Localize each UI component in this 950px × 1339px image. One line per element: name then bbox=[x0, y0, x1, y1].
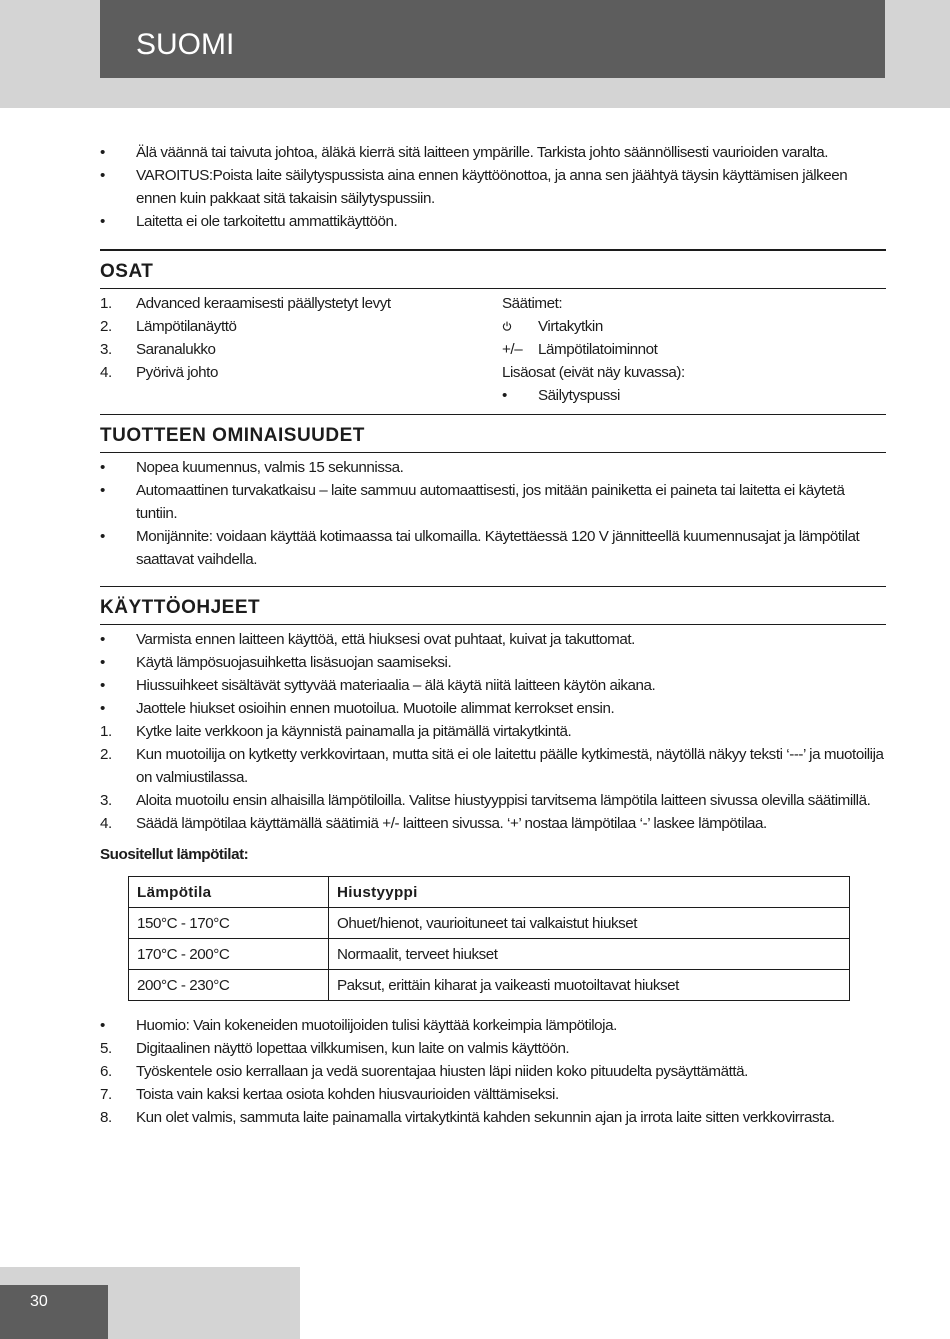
list-text: Laitetta ei ole tarkoitettu ammattikäyttöön. bbox=[136, 213, 398, 230]
list-text: Varmista ennen laitteen käyttöä, että hiuksesi ovat puhtaat, kuivat ja takuttomat. bbox=[136, 631, 635, 648]
features-list bbox=[100, 453, 886, 571]
list-marker: • bbox=[100, 213, 105, 230]
parts-heading: OSAT bbox=[100, 251, 886, 289]
control-label: Virtakytkin bbox=[538, 318, 603, 335]
list-item bbox=[100, 628, 886, 651]
accessories-label: Lisäosat (eivät näy kuvassa): bbox=[502, 364, 685, 381]
features-heading: TUOTTEEN OMINAISUUDET bbox=[100, 415, 886, 453]
list-text: Digitaalinen näyttö lopettaa vilkkumisen, kun laite on valmis käyttöön. bbox=[136, 1040, 570, 1057]
list-item bbox=[100, 141, 886, 164]
accessory-text: Säilytyspussi bbox=[538, 387, 620, 404]
list-item bbox=[100, 292, 502, 315]
after-table-list bbox=[100, 1014, 886, 1129]
table-cell: Normaalit, terveet hiukset bbox=[329, 939, 850, 970]
list-marker: • bbox=[100, 654, 105, 671]
list-item bbox=[100, 1037, 886, 1060]
list-marker: 1. bbox=[100, 295, 112, 312]
list-item bbox=[100, 743, 886, 789]
list-marker: 3. bbox=[100, 341, 112, 358]
list-marker: • bbox=[100, 459, 105, 476]
table-row bbox=[129, 908, 850, 939]
list-marker: • bbox=[100, 700, 105, 717]
list-text: Advanced keraamisesti päällystetyt levyt bbox=[136, 295, 391, 312]
list-marker: • bbox=[502, 387, 507, 404]
table-row bbox=[129, 939, 850, 970]
list-marker: • bbox=[100, 482, 105, 499]
list-marker: 4. bbox=[100, 364, 112, 381]
list-text: Toista vain kaksi kertaa osiota kohden hiusvaurioiden välttämiseksi. bbox=[136, 1086, 559, 1103]
list-item bbox=[100, 1060, 886, 1083]
table-cell: Ohuet/hienot, vaurioituneet tai valkaistut hiukset bbox=[329, 908, 850, 939]
page-content bbox=[100, 141, 886, 1129]
list-marker: • bbox=[100, 1017, 105, 1034]
list-item bbox=[100, 456, 886, 479]
list-text: Nopea kuumennus, valmis 15 sekunnissa. bbox=[136, 459, 404, 476]
language-header-bar bbox=[100, 0, 885, 78]
list-marker: 6. bbox=[100, 1063, 112, 1080]
list-text: Pyörivä johto bbox=[136, 364, 218, 381]
table-header: Hiustyyppi bbox=[329, 877, 850, 908]
list-text: Monijännite: voidaan käyttää kotimaassa tai ulkomailla. Käytettäessä 120 V jännitteellä kuumennusajat ja lämpötilat saattavat vaihdella. bbox=[136, 528, 860, 568]
table-cell: 200°C - 230°C bbox=[129, 970, 329, 1001]
temperature-table bbox=[128, 876, 850, 1001]
list-text: Säädä lämpötilaa käyttämällä säätimiä +/- laitteen sivussa. ‘+’ nostaa lämpötilaa ‘-’ laskee lämpötilaa. bbox=[136, 815, 767, 832]
list-marker: • bbox=[100, 677, 105, 694]
table-row bbox=[129, 970, 850, 1001]
list-item bbox=[100, 697, 886, 720]
instructions-section bbox=[100, 586, 886, 1129]
list-text: Huomio: Vain kokeneiden muotoilijoiden tulisi käyttää korkeimpia lämpötiloja. bbox=[136, 1017, 617, 1034]
list-marker: 1. bbox=[100, 723, 112, 740]
control-label: Lämpötilatoiminnot bbox=[538, 341, 658, 358]
list-marker: 2. bbox=[100, 746, 112, 763]
list-marker: 3. bbox=[100, 792, 112, 809]
instructions-list bbox=[100, 625, 886, 835]
list-text: VAROITUS:Poista laite säilytyspussista aina ennen käyttöönottoa, ja anna sen jäähtyä täysin käyttämisen jälkeen ennen kuin pakkaat sitä takaisin säilytyspussiin. bbox=[136, 167, 848, 207]
list-text: Työskentele osio kerrallaan ja vedä suorentajaa hiusten läpi niiden koko pituudelta pysäyttämättä. bbox=[136, 1063, 748, 1080]
list-item bbox=[100, 1083, 886, 1106]
page-number: 30 bbox=[30, 1293, 48, 1310]
list-item bbox=[100, 720, 886, 743]
list-item bbox=[100, 361, 502, 384]
list-marker: 5. bbox=[100, 1040, 112, 1057]
list-marker: 7. bbox=[100, 1086, 112, 1103]
parts-section bbox=[100, 249, 886, 412]
list-marker: • bbox=[100, 144, 105, 161]
parts-columns bbox=[100, 289, 886, 412]
table-cell: Paksut, erittäin kiharat ja vaikeasti muotoiltavat hiukset bbox=[329, 970, 850, 1001]
list-text: Saranalukko bbox=[136, 341, 216, 358]
list-item bbox=[100, 338, 502, 361]
instructions-heading: KÄYTTÖOHJEET bbox=[100, 587, 886, 625]
list-marker: 8. bbox=[100, 1109, 112, 1126]
parts-list bbox=[100, 292, 502, 407]
controls-label: Säätimet: bbox=[502, 295, 563, 312]
table-header: Lämpötila bbox=[129, 877, 329, 908]
list-text: Älä väännä tai taivuta johtoa, äläkä kierrä sitä laitteen ympärille. Tarkista johto säännöllisesti vaurioiden varalta. bbox=[136, 144, 829, 161]
list-item bbox=[100, 1014, 886, 1037]
list-marker: • bbox=[100, 631, 105, 648]
list-item bbox=[100, 674, 886, 697]
list-marker: 4. bbox=[100, 815, 112, 832]
power-icon bbox=[502, 315, 512, 338]
accessory-item bbox=[502, 384, 886, 407]
list-item bbox=[100, 525, 886, 571]
table-header-row bbox=[129, 877, 850, 908]
list-text: Kytke laite verkkoon ja käynnistä painamalla ja pitämällä virtakytkintä. bbox=[136, 723, 572, 740]
list-item bbox=[100, 315, 502, 338]
language-title: SUOMI bbox=[136, 28, 235, 61]
list-item bbox=[100, 789, 886, 812]
list-text: Aloita muotoilu ensin alhaisilla lämpötiloilla. Valitse hiustyyppisi tarvitsema lämpötila laitteen sivussa olevilla säätimillä. bbox=[136, 792, 871, 809]
list-text: Hiussuihkeet sisältävät syttyvää materiaalia – älä käytä niitä laitteen käytön aikana. bbox=[136, 677, 656, 694]
list-text: Käytä lämpösuojasuihketta lisäsuojan saamiseksi. bbox=[136, 654, 452, 671]
page-number-box bbox=[0, 1285, 108, 1339]
control-item-temperature bbox=[502, 338, 886, 361]
list-text: Jaottele hiukset osioihin ennen muotoilua. Muotoile alimmat kerrokset ensin. bbox=[136, 700, 615, 717]
features-section bbox=[100, 414, 886, 571]
list-item bbox=[100, 479, 886, 525]
list-text: Automaattinen turvakatkaisu – laite sammuu automaattisesti, jos mitään painiketta ei paineta tai laitetta ei käytetä tuntiin. bbox=[136, 482, 845, 522]
control-item-power bbox=[502, 315, 886, 338]
list-marker: • bbox=[100, 167, 105, 184]
table-cell: 170°C - 200°C bbox=[129, 939, 329, 970]
list-item bbox=[100, 812, 886, 835]
list-text: Kun olet valmis, sammuta laite painamalla virtakytkintä kahden sekunnin ajan ja irrota laite sitten verkkovirrasta. bbox=[136, 1109, 835, 1126]
intro-list bbox=[100, 141, 886, 233]
table-cell: 150°C - 170°C bbox=[129, 908, 329, 939]
list-item bbox=[100, 1106, 886, 1129]
list-item bbox=[100, 164, 886, 210]
plus-minus-symbol: +/– bbox=[502, 341, 523, 358]
controls-list bbox=[502, 292, 886, 407]
list-text: Lämpötilanäyttö bbox=[136, 318, 237, 335]
list-marker: • bbox=[100, 528, 105, 545]
list-marker: 2. bbox=[100, 318, 112, 335]
list-item bbox=[100, 651, 886, 674]
list-item bbox=[100, 210, 886, 233]
recommended-temperatures-label: Suositellut lämpötilat: bbox=[100, 846, 249, 863]
list-text: Kun muotoilija on kytketty verkkovirtaan, mutta sitä ei ole laitettu päälle kytkimestä, näytöllä näkyy teksti ‘---’ ja muotoilija on valmiustilassa. bbox=[136, 746, 884, 786]
